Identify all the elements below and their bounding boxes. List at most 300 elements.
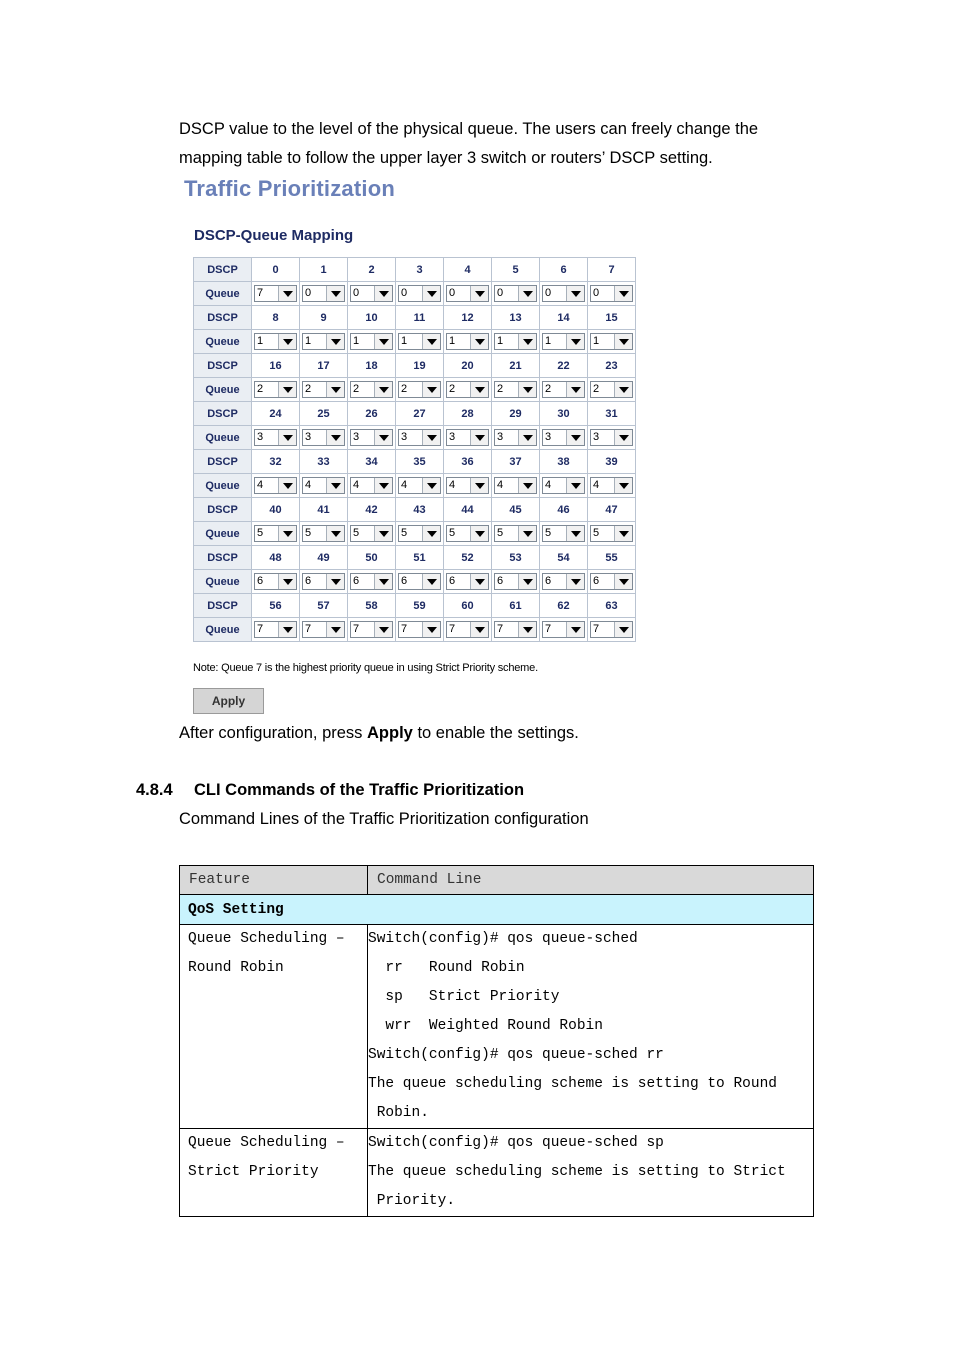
queue-cell bbox=[396, 426, 444, 450]
dropdown-arrow-icon[interactable] bbox=[614, 526, 632, 541]
queue-cell bbox=[540, 570, 588, 594]
queue-cell bbox=[444, 474, 492, 498]
dropdown-arrow-icon[interactable] bbox=[518, 478, 536, 493]
queue-select[interactable] bbox=[254, 381, 297, 398]
dropdown-arrow-icon[interactable] bbox=[470, 526, 488, 541]
queue-cell bbox=[444, 330, 492, 354]
dscp-value: 6 bbox=[540, 258, 588, 282]
queue-select[interactable] bbox=[542, 525, 585, 542]
dscp-value: 21 bbox=[492, 354, 540, 378]
dropdown-arrow-icon[interactable] bbox=[422, 478, 440, 493]
queue-select-value: 0 bbox=[545, 287, 552, 299]
dscp-value: 30 bbox=[540, 402, 588, 426]
queue-select[interactable] bbox=[542, 429, 585, 446]
dropdown-arrow-icon[interactable] bbox=[614, 478, 632, 493]
dropdown-arrow-icon[interactable] bbox=[566, 334, 584, 349]
dscp-value: 48 bbox=[252, 546, 300, 570]
queue-select[interactable] bbox=[350, 573, 393, 590]
queue-select[interactable] bbox=[446, 429, 489, 446]
dscp-value: 0 bbox=[252, 258, 300, 282]
queue-cell bbox=[348, 618, 396, 642]
dropdown-arrow-icon[interactable] bbox=[470, 430, 488, 445]
queue-select[interactable] bbox=[494, 429, 537, 446]
queue-cell bbox=[252, 330, 300, 354]
queue-cell bbox=[348, 522, 396, 546]
dropdown-arrow-icon[interactable] bbox=[470, 622, 488, 637]
section-heading-text: CLI Commands of the Traffic Prioritization bbox=[194, 781, 525, 799]
queue-row bbox=[194, 522, 636, 546]
queue-select[interactable] bbox=[446, 477, 489, 494]
dropdown-arrow-icon[interactable] bbox=[566, 286, 584, 301]
queue-cell bbox=[396, 474, 444, 498]
queue-select-value: 1 bbox=[257, 335, 264, 347]
dropdown-arrow-icon[interactable] bbox=[326, 574, 344, 589]
queue-cell bbox=[300, 378, 348, 402]
queue-select-value: 5 bbox=[545, 527, 552, 539]
queue-cell bbox=[300, 618, 348, 642]
dropdown-arrow-icon[interactable] bbox=[518, 430, 536, 445]
queue-select[interactable] bbox=[302, 573, 345, 590]
queue-cell bbox=[444, 378, 492, 402]
queue-select[interactable] bbox=[398, 525, 441, 542]
queue-cell bbox=[588, 282, 636, 306]
queue-select[interactable] bbox=[590, 381, 633, 398]
dscp-row-label: DSCP bbox=[194, 546, 252, 570]
queue-select-value: 0 bbox=[305, 287, 312, 299]
queue-select[interactable] bbox=[302, 477, 345, 494]
dropdown-arrow-icon[interactable] bbox=[374, 526, 392, 541]
queue-select-value: 6 bbox=[497, 575, 504, 587]
section-heading bbox=[136, 781, 524, 800]
dscp-value: 4 bbox=[444, 258, 492, 282]
dropdown-arrow-icon[interactable] bbox=[566, 382, 584, 397]
queue-select-value: 5 bbox=[305, 527, 312, 539]
queue-select[interactable] bbox=[398, 285, 441, 302]
queue-select[interactable] bbox=[590, 477, 633, 494]
queue-select[interactable] bbox=[350, 429, 393, 446]
queue-cell bbox=[396, 522, 444, 546]
dscp-value: 33 bbox=[300, 450, 348, 474]
dropdown-arrow-icon[interactable] bbox=[278, 334, 296, 349]
queue-select-value: 3 bbox=[257, 431, 264, 443]
dscp-value: 10 bbox=[348, 306, 396, 330]
queue-cell bbox=[396, 570, 444, 594]
queue-row bbox=[194, 618, 636, 642]
queue-select[interactable] bbox=[446, 573, 489, 590]
header-command bbox=[368, 866, 814, 895]
dropdown-arrow-icon[interactable] bbox=[614, 382, 632, 397]
dropdown-arrow-icon[interactable] bbox=[422, 382, 440, 397]
queue-cell bbox=[252, 618, 300, 642]
queue-select[interactable] bbox=[302, 333, 345, 350]
dscp-value: 35 bbox=[396, 450, 444, 474]
dropdown-arrow-icon[interactable] bbox=[278, 526, 296, 541]
queue-select-value: 7 bbox=[305, 623, 312, 635]
queue-select-value: 5 bbox=[593, 527, 600, 539]
queue-select[interactable] bbox=[398, 381, 441, 398]
queue-cell bbox=[588, 426, 636, 450]
dscp-value: 32 bbox=[252, 450, 300, 474]
queue-cell bbox=[540, 282, 588, 306]
queue-cell bbox=[492, 522, 540, 546]
queue-select-value: 3 bbox=[545, 431, 552, 443]
dropdown-arrow-icon[interactable] bbox=[518, 622, 536, 637]
dscp-value: 40 bbox=[252, 498, 300, 522]
dropdown-arrow-icon[interactable] bbox=[518, 382, 536, 397]
queue-cell bbox=[492, 474, 540, 498]
queue-select-value: 0 bbox=[401, 287, 408, 299]
queue-cell bbox=[492, 570, 540, 594]
queue-cell bbox=[492, 426, 540, 450]
dropdown-arrow-icon[interactable] bbox=[614, 286, 632, 301]
dscp-row bbox=[194, 450, 636, 474]
queue-select[interactable] bbox=[542, 381, 585, 398]
queue-select[interactable] bbox=[350, 285, 393, 302]
dropdown-arrow-icon[interactable] bbox=[374, 574, 392, 589]
queue-cell bbox=[348, 474, 396, 498]
dscp-value: 54 bbox=[540, 546, 588, 570]
queue-select[interactable] bbox=[590, 429, 633, 446]
queue-cell bbox=[540, 330, 588, 354]
queue-cell bbox=[444, 426, 492, 450]
dscp-value: 47 bbox=[588, 498, 636, 522]
queue-select[interactable] bbox=[446, 381, 489, 398]
queue-cell bbox=[252, 474, 300, 498]
queue-row bbox=[194, 474, 636, 498]
command-cell bbox=[368, 1129, 814, 1217]
after-bold: Apply bbox=[367, 724, 413, 742]
dscp-row-label: DSCP bbox=[194, 402, 252, 426]
queue-select[interactable] bbox=[542, 573, 585, 590]
dscp-value: 31 bbox=[588, 402, 636, 426]
queue-select-value: 3 bbox=[449, 431, 456, 443]
queue-select[interactable] bbox=[494, 573, 537, 590]
dropdown-arrow-icon[interactable] bbox=[422, 622, 440, 637]
queue-select-value: 7 bbox=[545, 623, 552, 635]
dropdown-arrow-icon[interactable] bbox=[614, 622, 632, 637]
queue-cell bbox=[588, 330, 636, 354]
queue-select[interactable] bbox=[302, 429, 345, 446]
queue-cell bbox=[396, 378, 444, 402]
queue-cell bbox=[252, 522, 300, 546]
queue-cell bbox=[252, 570, 300, 594]
dscp-row bbox=[194, 498, 636, 522]
queue-select[interactable] bbox=[494, 525, 537, 542]
queue-select[interactable] bbox=[302, 381, 345, 398]
queue-select[interactable] bbox=[494, 285, 537, 302]
dscp-row bbox=[194, 354, 636, 378]
dscp-row-label: DSCP bbox=[194, 354, 252, 378]
queue-row-label: Queue bbox=[194, 330, 252, 354]
dscp-row bbox=[194, 402, 636, 426]
dropdown-arrow-icon[interactable] bbox=[518, 334, 536, 349]
queue-select[interactable] bbox=[302, 285, 345, 302]
command-line: The queue scheduling scheme is setting to Round bbox=[368, 1076, 777, 1092]
queue-select[interactable] bbox=[590, 525, 633, 542]
dscp-value: 25 bbox=[300, 402, 348, 426]
dscp-value: 58 bbox=[348, 594, 396, 618]
queue-select-value: 6 bbox=[257, 575, 264, 587]
queue-select[interactable] bbox=[350, 333, 393, 350]
queue-select-value: 4 bbox=[593, 479, 600, 491]
queue-select-value: 6 bbox=[545, 575, 552, 587]
queue-select[interactable] bbox=[542, 333, 585, 350]
dscp-value: 50 bbox=[348, 546, 396, 570]
dropdown-arrow-icon[interactable] bbox=[326, 286, 344, 301]
dropdown-arrow-icon[interactable] bbox=[566, 430, 584, 445]
queue-select-value: 6 bbox=[305, 575, 312, 587]
dropdown-arrow-icon[interactable] bbox=[518, 526, 536, 541]
queue-cell bbox=[540, 522, 588, 546]
dropdown-arrow-icon[interactable] bbox=[470, 286, 488, 301]
qos-section-cell bbox=[180, 895, 814, 925]
dscp-value: 29 bbox=[492, 402, 540, 426]
dropdown-arrow-icon[interactable] bbox=[518, 574, 536, 589]
queue-cell bbox=[348, 570, 396, 594]
dscp-value: 59 bbox=[396, 594, 444, 618]
dscp-row-label: DSCP bbox=[194, 594, 252, 618]
dscp-value: 2 bbox=[348, 258, 396, 282]
queue-select[interactable] bbox=[542, 477, 585, 494]
dscp-value: 37 bbox=[492, 450, 540, 474]
dropdown-arrow-icon[interactable] bbox=[374, 430, 392, 445]
queue-cell bbox=[300, 282, 348, 306]
command-line: The queue scheduling scheme is setting to Strict bbox=[368, 1164, 786, 1180]
queue-select-value: 1 bbox=[353, 335, 360, 347]
dscp-row-label: DSCP bbox=[194, 498, 252, 522]
dropdown-arrow-icon[interactable] bbox=[278, 430, 296, 445]
dropdown-arrow-icon[interactable] bbox=[326, 622, 344, 637]
queue-select-value: 1 bbox=[545, 335, 552, 347]
queue-select[interactable] bbox=[302, 525, 345, 542]
queue-cell bbox=[492, 282, 540, 306]
header-feature bbox=[180, 866, 368, 895]
apply-button[interactable]: Apply bbox=[193, 688, 264, 714]
dropdown-arrow-icon[interactable] bbox=[278, 622, 296, 637]
queue-select[interactable] bbox=[590, 573, 633, 590]
mapping-section-title: DSCP-Queue Mapping bbox=[194, 227, 354, 244]
queue-cell bbox=[540, 378, 588, 402]
queue-select-value: 4 bbox=[497, 479, 504, 491]
queue-select[interactable] bbox=[302, 621, 345, 638]
queue-cell bbox=[348, 282, 396, 306]
dropdown-arrow-icon[interactable] bbox=[518, 286, 536, 301]
dropdown-arrow-icon[interactable] bbox=[374, 382, 392, 397]
dropdown-arrow-icon[interactable] bbox=[326, 430, 344, 445]
queue-select-value: 7 bbox=[593, 623, 600, 635]
queue-select[interactable] bbox=[542, 621, 585, 638]
command-line: sp Strict Priority bbox=[368, 989, 560, 1005]
queue-row-label: Queue bbox=[194, 570, 252, 594]
queue-select[interactable] bbox=[446, 285, 489, 302]
intro-paragraph bbox=[179, 115, 818, 173]
queue-select[interactable] bbox=[254, 333, 297, 350]
queue-select[interactable] bbox=[254, 621, 297, 638]
queue-select[interactable] bbox=[494, 477, 537, 494]
command-line: Priority. bbox=[368, 1193, 456, 1209]
dropdown-arrow-icon[interactable] bbox=[422, 286, 440, 301]
queue-select-value: 0 bbox=[449, 287, 456, 299]
dscp-value: 62 bbox=[540, 594, 588, 618]
queue-select-value: 2 bbox=[305, 383, 312, 395]
cli-row bbox=[180, 1129, 814, 1217]
dropdown-arrow-icon[interactable] bbox=[566, 478, 584, 493]
queue-select[interactable] bbox=[398, 429, 441, 446]
queue-cell bbox=[252, 282, 300, 306]
queue-select[interactable] bbox=[350, 381, 393, 398]
dropdown-arrow-icon[interactable] bbox=[470, 478, 488, 493]
dropdown-arrow-icon[interactable] bbox=[374, 286, 392, 301]
queue-select-value: 3 bbox=[497, 431, 504, 443]
queue-select[interactable] bbox=[254, 429, 297, 446]
dscp-row bbox=[194, 258, 636, 282]
dscp-value: 18 bbox=[348, 354, 396, 378]
dropdown-arrow-icon[interactable] bbox=[374, 334, 392, 349]
queue-select-value: 5 bbox=[449, 527, 456, 539]
dscp-value: 20 bbox=[444, 354, 492, 378]
dscp-value: 56 bbox=[252, 594, 300, 618]
queue-select-value: 5 bbox=[353, 527, 360, 539]
queue-select-value: 2 bbox=[449, 383, 456, 395]
queue-row-label: Queue bbox=[194, 426, 252, 450]
queue-select[interactable] bbox=[494, 381, 537, 398]
header-feature-label: Feature bbox=[189, 872, 250, 888]
dropdown-arrow-icon[interactable] bbox=[278, 478, 296, 493]
dropdown-arrow-icon[interactable] bbox=[326, 334, 344, 349]
queue-cell bbox=[300, 474, 348, 498]
queue-select-value: 4 bbox=[257, 479, 264, 491]
queue-select-value: 3 bbox=[353, 431, 360, 443]
dscp-value: 14 bbox=[540, 306, 588, 330]
dropdown-arrow-icon[interactable] bbox=[566, 574, 584, 589]
queue-select[interactable] bbox=[590, 621, 633, 638]
command-line: Switch(config)# qos queue-sched sp bbox=[368, 1135, 664, 1151]
queue-select-value: 5 bbox=[401, 527, 408, 539]
queue-select[interactable] bbox=[350, 621, 393, 638]
dscp-value: 61 bbox=[492, 594, 540, 618]
queue-select[interactable] bbox=[494, 621, 537, 638]
dropdown-arrow-icon[interactable] bbox=[614, 430, 632, 445]
queue-select[interactable] bbox=[254, 525, 297, 542]
feature-line: Queue Scheduling – bbox=[188, 931, 345, 947]
queue-select[interactable] bbox=[254, 285, 297, 302]
dscp-value: 43 bbox=[396, 498, 444, 522]
dscp-value: 11 bbox=[396, 306, 444, 330]
after-suffix: to enable the settings. bbox=[412, 724, 579, 742]
queue-select-value: 0 bbox=[353, 287, 360, 299]
queue-cell bbox=[348, 330, 396, 354]
dscp-value: 63 bbox=[588, 594, 636, 618]
dropdown-arrow-icon[interactable] bbox=[614, 574, 632, 589]
queue-select-value: 2 bbox=[257, 383, 264, 395]
dropdown-arrow-icon[interactable] bbox=[278, 574, 296, 589]
queue-select[interactable] bbox=[446, 525, 489, 542]
queue-select[interactable] bbox=[398, 477, 441, 494]
queue-select-value: 1 bbox=[305, 335, 312, 347]
queue-select[interactable] bbox=[494, 333, 537, 350]
queue-select[interactable] bbox=[398, 573, 441, 590]
queue-select[interactable] bbox=[350, 477, 393, 494]
queue-row bbox=[194, 378, 636, 402]
command-line: Robin. bbox=[368, 1105, 429, 1121]
queue-select[interactable] bbox=[254, 573, 297, 590]
queue-select-value: 0 bbox=[593, 287, 600, 299]
queue-select-value: 7 bbox=[401, 623, 408, 635]
queue-select-value: 5 bbox=[497, 527, 504, 539]
dscp-value: 42 bbox=[348, 498, 396, 522]
queue-select-value: 7 bbox=[353, 623, 360, 635]
queue-select-value: 7 bbox=[449, 623, 456, 635]
after-prefix: After configuration, press bbox=[179, 724, 368, 742]
dropdown-arrow-icon[interactable] bbox=[422, 334, 440, 349]
dropdown-arrow-icon[interactable] bbox=[470, 382, 488, 397]
dropdown-arrow-icon[interactable] bbox=[374, 478, 392, 493]
queue-cell bbox=[444, 522, 492, 546]
dropdown-arrow-icon[interactable] bbox=[326, 526, 344, 541]
queue-cell bbox=[252, 378, 300, 402]
feature-line: Round Robin bbox=[188, 960, 284, 976]
queue-cell bbox=[348, 378, 396, 402]
dropdown-arrow-icon[interactable] bbox=[566, 526, 584, 541]
dropdown-arrow-icon[interactable] bbox=[566, 622, 584, 637]
dropdown-arrow-icon[interactable] bbox=[374, 622, 392, 637]
queue-select[interactable] bbox=[350, 525, 393, 542]
queue-select-value: 4 bbox=[305, 479, 312, 491]
dscp-row-label: DSCP bbox=[194, 306, 252, 330]
queue-row bbox=[194, 426, 636, 450]
dropdown-arrow-icon[interactable] bbox=[422, 430, 440, 445]
dscp-value: 16 bbox=[252, 354, 300, 378]
command-line: Switch(config)# qos queue-sched rr bbox=[368, 1047, 664, 1063]
dropdown-arrow-icon[interactable] bbox=[422, 526, 440, 541]
queue-select-value: 5 bbox=[257, 527, 264, 539]
queue-cell bbox=[444, 618, 492, 642]
dscp-value: 23 bbox=[588, 354, 636, 378]
queue-row-label: Queue bbox=[194, 474, 252, 498]
dropdown-arrow-icon[interactable] bbox=[614, 334, 632, 349]
dscp-row-label: DSCP bbox=[194, 258, 252, 282]
queue-select[interactable] bbox=[542, 285, 585, 302]
queue-select[interactable] bbox=[590, 285, 633, 302]
dropdown-arrow-icon[interactable] bbox=[470, 334, 488, 349]
cli-header-row bbox=[180, 866, 814, 895]
dropdown-arrow-icon[interactable] bbox=[326, 478, 344, 493]
dscp-value: 57 bbox=[300, 594, 348, 618]
dscp-value: 60 bbox=[444, 594, 492, 618]
dscp-value: 26 bbox=[348, 402, 396, 426]
queue-select[interactable] bbox=[590, 333, 633, 350]
queue-select[interactable] bbox=[398, 333, 441, 350]
dropdown-arrow-icon[interactable] bbox=[278, 286, 296, 301]
dropdown-arrow-icon[interactable] bbox=[326, 382, 344, 397]
queue-select-value: 1 bbox=[401, 335, 408, 347]
queue-select[interactable] bbox=[254, 477, 297, 494]
dscp-value: 34 bbox=[348, 450, 396, 474]
queue-cell bbox=[396, 282, 444, 306]
dropdown-arrow-icon[interactable] bbox=[470, 574, 488, 589]
queue-row-label: Queue bbox=[194, 378, 252, 402]
intro-line-2: mapping table to follow the upper layer 3 switch or routers’ DSCP setting. bbox=[179, 149, 713, 167]
queue-select-value: 2 bbox=[593, 383, 600, 395]
dropdown-arrow-icon[interactable] bbox=[422, 574, 440, 589]
dropdown-arrow-icon[interactable] bbox=[278, 382, 296, 397]
queue-select[interactable] bbox=[398, 621, 441, 638]
queue-select[interactable] bbox=[446, 621, 489, 638]
queue-row bbox=[194, 330, 636, 354]
dscp-value: 52 bbox=[444, 546, 492, 570]
dscp-row bbox=[194, 306, 636, 330]
queue-select[interactable] bbox=[446, 333, 489, 350]
